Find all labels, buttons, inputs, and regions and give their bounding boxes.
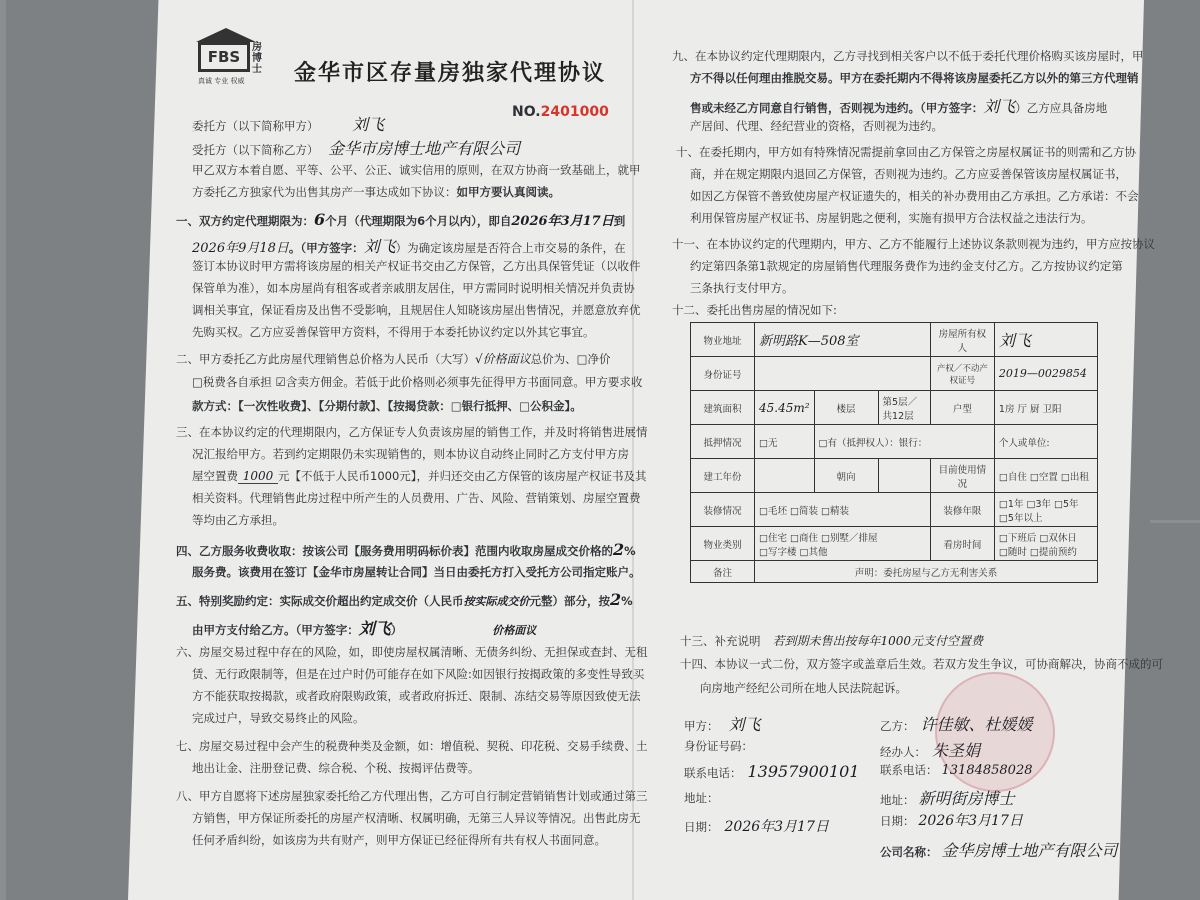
clause-1-line: 2026年9月18日。（甲方签字：刘飞）为确定该房屋是否符合上市交易的条件，在 bbox=[192, 237, 626, 256]
clause-8-line: 任何矛盾纠纷，如该房为共有财产，则甲方保证已经征得所有共有权人书面同意。 bbox=[192, 833, 606, 847]
mortgage-none: □无 bbox=[755, 425, 815, 459]
clause-4-line: 四、乙方服务收费收取：按该公司【服务费用明码标价表】范围内收取房屋成交价格的2% bbox=[176, 540, 636, 559]
clause-6-line: 完成过户，导致交易终止的风险。 bbox=[192, 711, 365, 725]
clause-11-line: 三条执行支付甲方。 bbox=[690, 281, 794, 295]
agent-person-row: 经办人： 朱圣娟 bbox=[880, 741, 981, 760]
clause-10-line: 如因乙方保管不善致使房屋产权证遗失的，相关的补办费用由乙方承担。乙方承诺：不会 bbox=[690, 189, 1139, 203]
table-row bbox=[691, 323, 1098, 357]
party-a-date: 日期： 2026年3月17日 bbox=[684, 819, 829, 835]
view-label: 看房时间 bbox=[930, 527, 994, 561]
clause-1-line: 签订本协议时甲方需将该房屋的相关产权证书交由乙方保管，乙方出具保管凭证（以收件 bbox=[192, 259, 641, 273]
clause-14-line: 向房地产经纪公司所在地人民法院起诉。 bbox=[700, 681, 907, 695]
table-row bbox=[691, 391, 1098, 425]
clause-5-line: 由甲方支付给乙方。（甲方签字：刘飞） 价格面议 bbox=[192, 619, 537, 638]
paper-fold bbox=[632, 0, 634, 900]
client-name: 刘飞 bbox=[352, 115, 385, 134]
document-title: 金华市区存量房独家代理协议 bbox=[294, 61, 607, 86]
owner-value: 刘飞 bbox=[994, 323, 1097, 357]
intro-line: 方委托乙方独家代为出售其房产一事达成如下协议：如甲方要认真阅读。 bbox=[192, 185, 560, 199]
document-number: NO.2401000 bbox=[512, 104, 609, 120]
clause-1-line: 先购买权。乙方应妥善保管甲方资料，不得用于本委托协议约定以外其它事宜。 bbox=[192, 325, 595, 339]
clause-2-line: 款方式：【一次性收费】、【分期付款】、【按揭贷款：□银行抵押、□公积金】。 bbox=[192, 399, 582, 413]
clause-13-line: 十三、补充说明 若到期未售出按每年1000元支付空置费 bbox=[680, 634, 984, 648]
clause-10-line: 利用保管房屋产权证书、房屋钥匙之便利，实施有损甲方合法权益之违法行为。 bbox=[690, 211, 1093, 225]
table-row bbox=[691, 425, 1098, 459]
cert-label: 产权／不动产权证号 bbox=[930, 357, 994, 391]
clause-2-line: 二、甲方委托乙方此房屋代理销售总价格为人民币（大写）√价格面议总价为、□净价 bbox=[176, 352, 611, 366]
intro-line: 甲乙双方本着自愿、平等、公平、公正、诚实信用的原则，在双方协商一致基础上，就甲 bbox=[192, 163, 641, 177]
party-b-address: 地址： 新明街房博士 bbox=[880, 789, 1015, 808]
clause-1-line: 一、双方约定代理期限为：6个月（代理期限为6个月以内），即自2026年3月17日到 bbox=[176, 210, 626, 229]
mortgage-yes: □有（抵押权人）：银行： bbox=[814, 425, 994, 459]
clause-3-line: 等均由乙方承担。 bbox=[192, 513, 284, 527]
remark-label: 备注 bbox=[691, 561, 755, 583]
area-value: 45.45m² bbox=[755, 391, 815, 425]
party-b-date: 日期： 2026年3月17日 bbox=[880, 813, 1023, 829]
agent-row bbox=[192, 136, 520, 159]
mortgage-person: 个人或单位: bbox=[994, 425, 1097, 459]
clause-9-line: 产居间、代理、经纪营业的资格，否则视为违约。 bbox=[690, 119, 943, 133]
logo-slogan: 真诚 专业 权威 bbox=[198, 77, 245, 85]
clause-5-line: 五、特别奖励约定：实际成交价超出约定成交价（人民币按实际成交价元整）部分，按2% bbox=[176, 590, 633, 609]
clause-8-line: 八、甲方自愿将下述房屋独家委托给乙方代理出售，乙方可自行制定营销销售计划或通过第三 bbox=[176, 789, 648, 803]
decor-year-label: 装修年限 bbox=[930, 493, 994, 527]
type-label: 物业类别 bbox=[691, 527, 755, 561]
id-value bbox=[755, 357, 931, 391]
clause-2-line: □税费各自承担 ☑含卖方佣金。若低于此价格则必须事先征得甲方书面同意。甲方要求收 bbox=[192, 375, 643, 389]
id-label: 身份证号 bbox=[691, 357, 755, 391]
clause-3-line: 况汇报给甲方。若到约定期限仍未实现销售的，则本协议自动终止同时乙方支付甲方房 bbox=[192, 447, 629, 461]
clause-7-line: 地出让金、注册登记费、综合税、个税、按揭评估费等。 bbox=[192, 761, 480, 775]
clause-6-line: 赁、无行政限制等，但是在过户时仍可能存在如下风险:如因银行按揭政策的多变性导致买 bbox=[192, 667, 645, 681]
layout-value: 1房 厅 厨 卫阳 bbox=[994, 391, 1097, 425]
build-year-label: 建工年份 bbox=[691, 459, 755, 493]
clause-3-line: 相关资料。代理销售此房过程中所产生的人员费用、广告、风险、营销策划、房屋空置费 bbox=[192, 491, 641, 505]
address-label: 物业地址 bbox=[691, 323, 755, 357]
clause-7-line: 七、房屋交易过程中会产生的税费种类及金额，如：增值税、契税、印花税、交易手续费、土 bbox=[176, 739, 648, 753]
clause-9-line: 方不得以任何理由推脱交易。甲方在委托期内不得将该房屋委托乙方以外的第三方代理销 bbox=[690, 71, 1139, 85]
clause-11-line: 十一、在本协议约定的代理期内，甲方、乙方不能履行上述协议条款则视为违约，甲方应按协议 bbox=[672, 237, 1155, 251]
agent-name: 金华市房博士地产有限公司 bbox=[328, 139, 521, 158]
owner-label: 房屋所有权人 bbox=[930, 323, 994, 357]
build-year-value bbox=[755, 459, 815, 493]
orientation-label: 朝向 bbox=[814, 459, 878, 493]
party-a-address: 地址： bbox=[684, 791, 719, 805]
logo-mark: FBS bbox=[198, 42, 250, 72]
usage-label: 目前使用情况 bbox=[930, 459, 994, 493]
mortgage-label: 抵押情况 bbox=[691, 425, 755, 459]
table-row bbox=[691, 357, 1098, 391]
view-options: □下班后 □双休日 □随时 □提前预约 bbox=[994, 527, 1097, 561]
decor-year-options: □1年 □3年 □5年 □5年以上 bbox=[994, 493, 1097, 527]
clause-10-line: 商，并在规定期限内退回乙方保管，否则视为违约。乙方应妥善保管该房屋权属证书， bbox=[690, 167, 1127, 181]
layout-label: 户型 bbox=[930, 391, 994, 425]
company-name-row: 公司名称： 金华房博士地产有限公司 bbox=[880, 841, 1118, 860]
clause-10-line: 十、在委托期内，甲方如有特殊情况需提前拿回由乙方保管之房屋权属证书的则需和乙方协 bbox=[676, 145, 1136, 159]
client-label: 委托方（以下简称甲方） bbox=[192, 119, 319, 133]
party-b-phone: 联系电话： 13184858028 bbox=[880, 763, 1033, 778]
client-row bbox=[192, 112, 384, 135]
party-a-id: 身份证号码： bbox=[684, 739, 753, 753]
clause-1-line: 调相关事宜，保证看房及出售不受影响，且规居住人知晓该房屋出售情况，并愿意放弃优 bbox=[192, 303, 641, 317]
table-row bbox=[691, 459, 1098, 493]
clause-3-line: 屋空置费 1000 元【不低于人民币1000元】，并归还交由乙方保管的该房屋产权证书及其 bbox=[192, 469, 647, 483]
clause-4-line: 服务费。该费用在签订【金华市房屋转让合同】当日由委托方打入受托方公司指定账户。 bbox=[192, 565, 641, 579]
party-b-row: 乙方： 许佳敏、杜媛媛 bbox=[880, 715, 1033, 734]
floor-seam bbox=[0, 0, 6, 900]
type-options: □住宅 □商住 □别墅／排屋 □写字楼 □其他 bbox=[755, 527, 931, 561]
clause-6-line: 方不能获取按揭款，或者政府限购政策，或者政府拆迁、限制、冻结交易等原因致使无法 bbox=[192, 689, 641, 703]
clause-12-title: 十二、委托出售房屋的情况如下: bbox=[672, 303, 837, 317]
table-row bbox=[691, 493, 1098, 527]
floor-label: 楼层 bbox=[814, 391, 878, 425]
party-a-phone: 联系电话： 13957900101 bbox=[684, 762, 860, 781]
floor-value: 第5层／共12层 bbox=[878, 391, 930, 425]
company-logo bbox=[192, 28, 272, 88]
logo-roof-icon bbox=[196, 28, 256, 42]
clause-6-line: 六、房屋交易过程中存在的风险，如，即使房屋权属清晰、无债务纠纷、无担保或查封、无租 bbox=[176, 645, 648, 659]
area-label: 建筑面积 bbox=[691, 391, 755, 425]
clause-11-line: 约定第四条第1款规定的房屋销售代理服务费作为违约金支付乙方。乙方按协议约定第 bbox=[690, 259, 1123, 273]
usage-options: □自住 □空置 □出租 bbox=[994, 459, 1097, 493]
party-a-row: 甲方： 刘飞 bbox=[684, 715, 761, 734]
clause-1-line: 保管单为准），如本房屋尚有租客或者亲戚朋友居住，甲方需同时说明相关情况并负责协 bbox=[192, 281, 635, 295]
clause-14-line: 十四、本协议一式二份，双方签字或盖章后生效。若双方发生争议，可协商解决，协商不成的可 bbox=[680, 657, 1163, 671]
agent-label: 受托方（以下简称乙方） bbox=[192, 143, 319, 157]
table-row bbox=[691, 527, 1098, 561]
clause-9-line: 九、在本协议约定代理期限内，乙方寻找到相关客户以不低于委托代理价格购买该房屋时，甲 bbox=[672, 49, 1144, 63]
remark-value: 声明：委托房屋与乙方无利害关系 bbox=[755, 561, 1098, 583]
table-row bbox=[691, 561, 1098, 583]
decor-label: 装修情况 bbox=[691, 493, 755, 527]
clause-9-line: 售或未经乙方同意自行销售，否则视为违约。（甲方签字：刘飞）乙方应具备房地 bbox=[690, 97, 1108, 116]
floor-seam bbox=[1150, 520, 1200, 523]
cert-value: 2019—0029854 bbox=[994, 357, 1097, 391]
property-info-table bbox=[690, 322, 1098, 583]
clause-3-line: 三、在本协议约定的代理期限内，乙方保证专人负责该房屋的销售工作，并及时将销售进展情 bbox=[176, 425, 648, 439]
address-value: 新明路K—508室 bbox=[755, 323, 931, 357]
orientation-value bbox=[878, 459, 930, 493]
decor-options: □毛坯 □简装 □精装 bbox=[755, 493, 931, 527]
clause-8-line: 方销售，甲方保证所委托的房屋产权清晰、权属明确，无第三人异议等情况。出售此房无 bbox=[192, 811, 641, 825]
logo-cn-text: 房博士 bbox=[252, 42, 262, 75]
